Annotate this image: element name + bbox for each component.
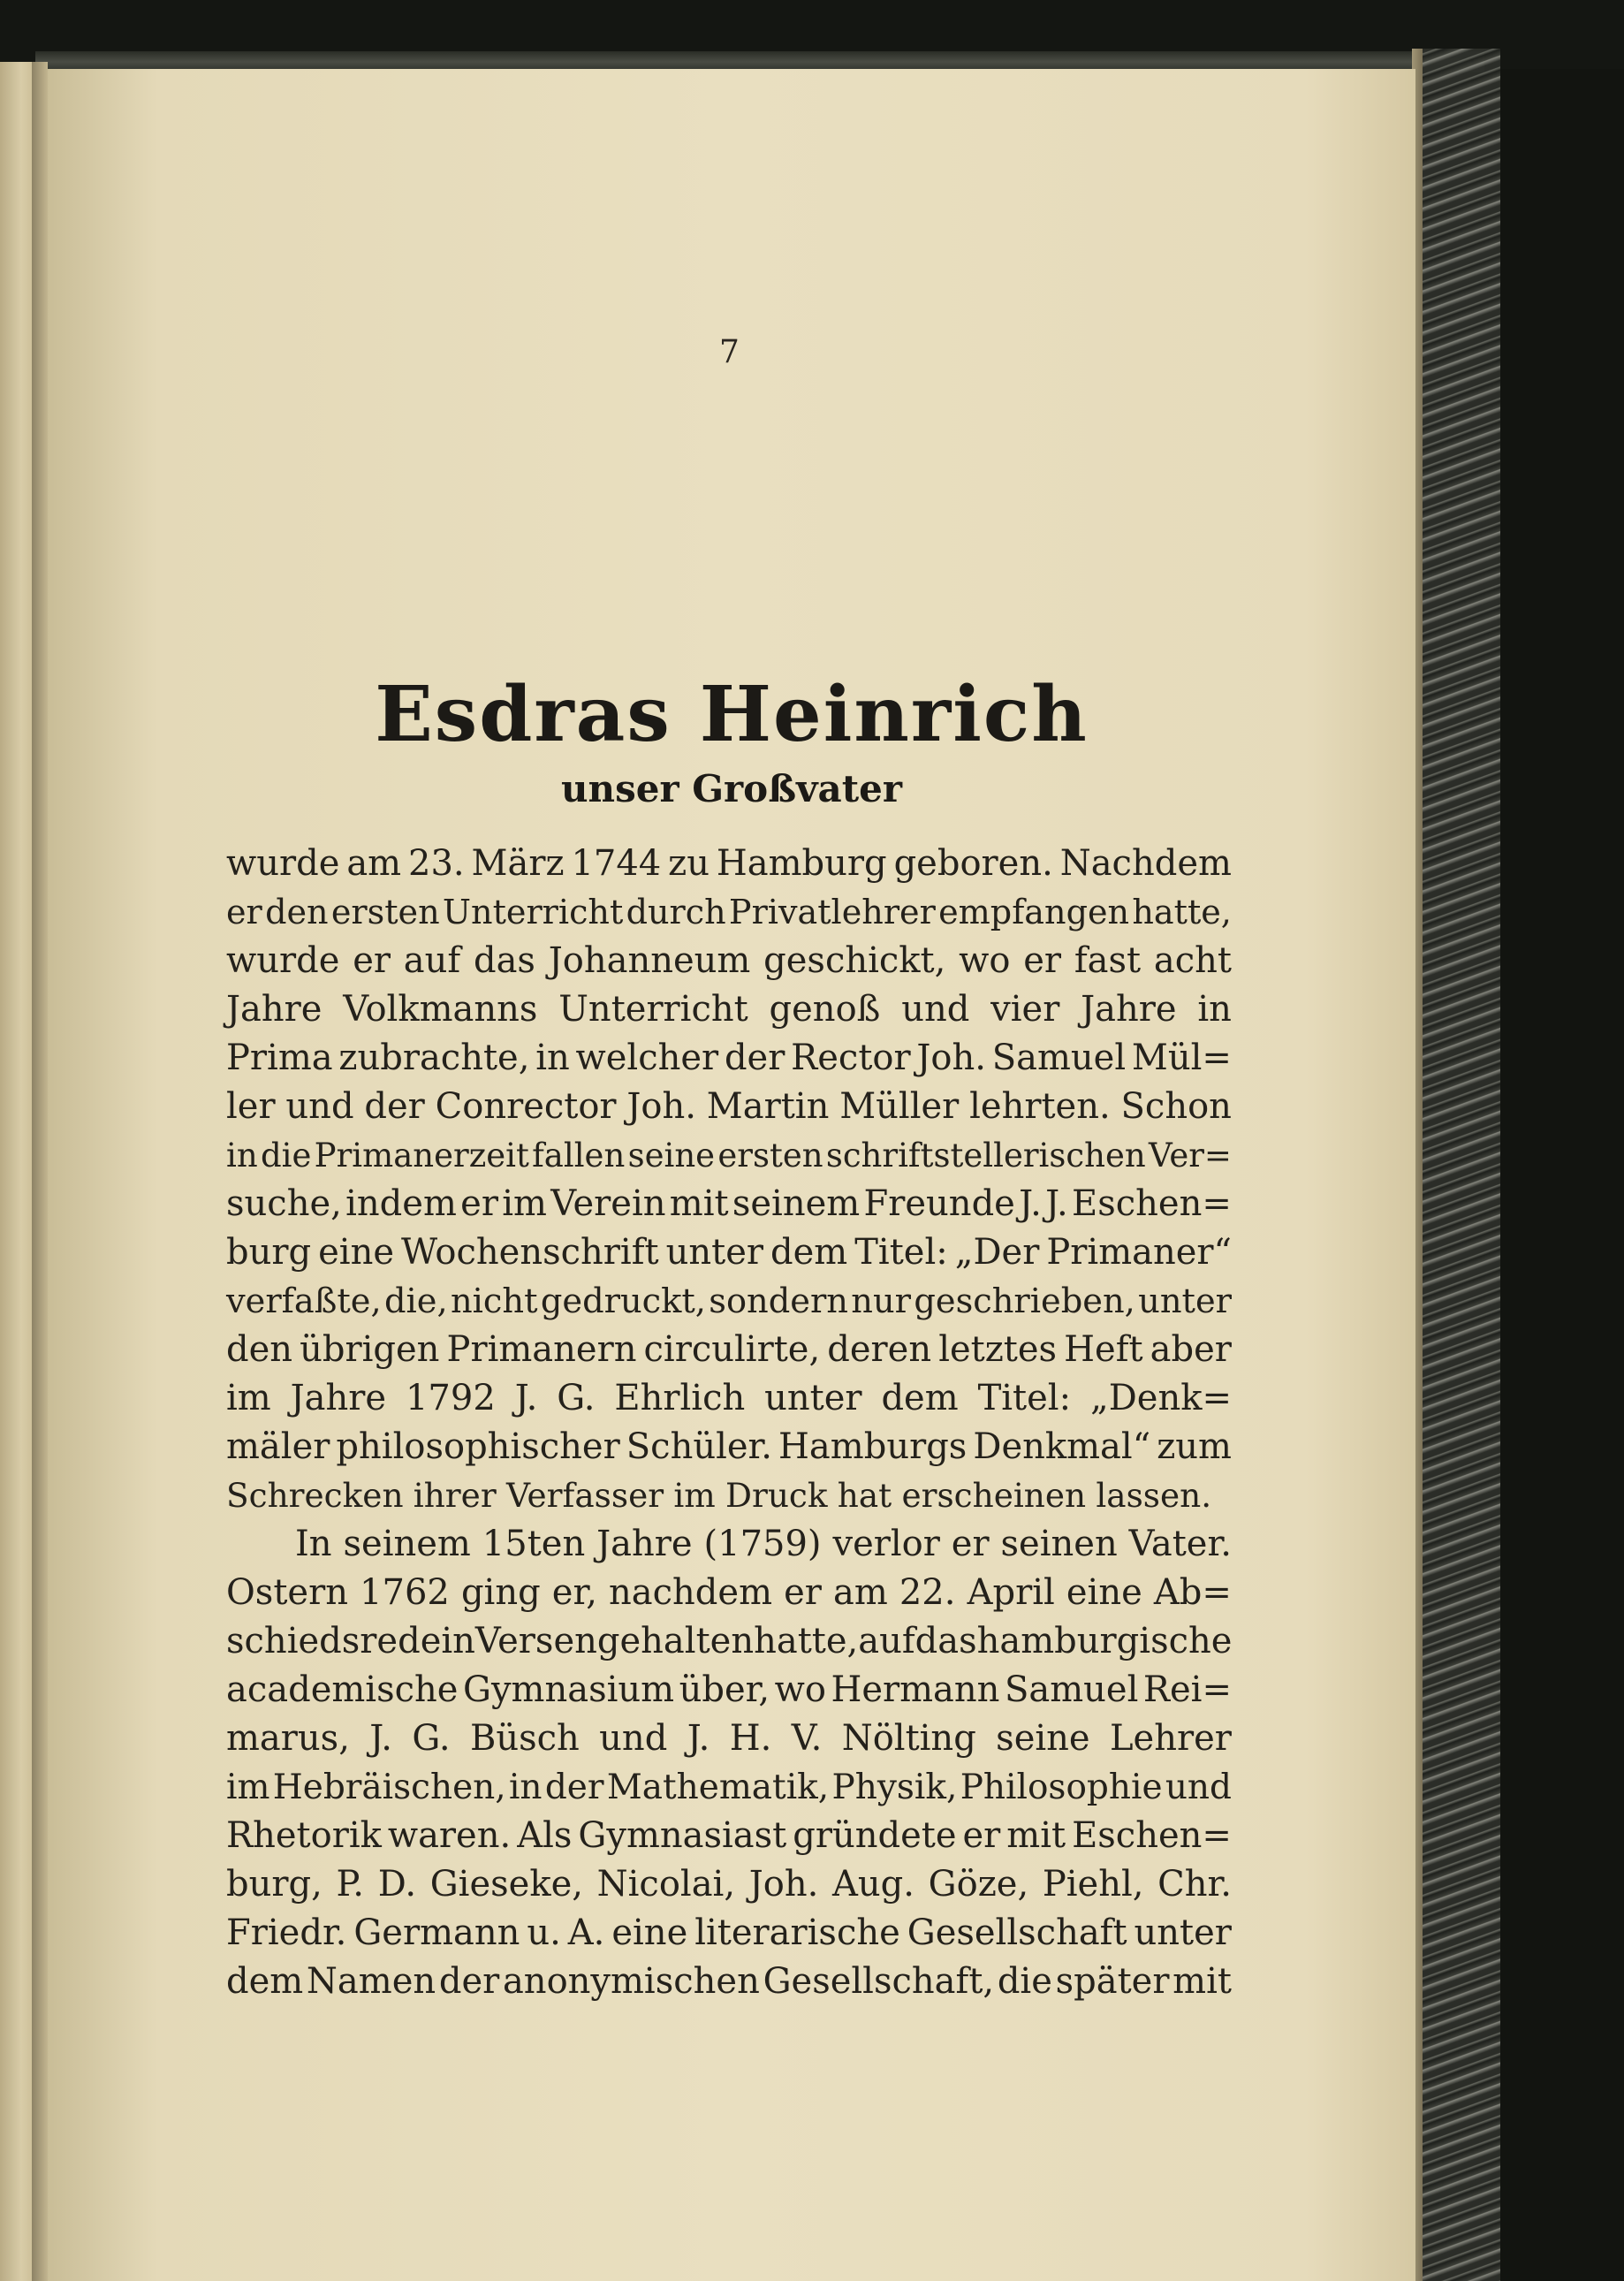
word: Büsch (469, 1718, 580, 1759)
text-line (226, 1617, 1232, 1666)
word: G. (412, 1718, 451, 1759)
word: u. (527, 1912, 561, 1953)
word: die (260, 1137, 312, 1175)
word: Gesellschaft (907, 1912, 1127, 1953)
word: D. (377, 1864, 417, 1905)
word: das (914, 1621, 977, 1661)
word: H. (729, 1718, 772, 1759)
word: eine (318, 1232, 395, 1273)
word: im (673, 1476, 716, 1515)
word: fallen (532, 1137, 626, 1175)
word: Lehrer (1109, 1718, 1232, 1759)
word: ihrer (413, 1476, 497, 1515)
word: Piehl, (1042, 1864, 1144, 1905)
word: Druck (725, 1476, 828, 1515)
word: Primaner“ (1046, 1232, 1232, 1273)
word: auf (858, 1621, 915, 1661)
word: Freunde (863, 1183, 1015, 1224)
word: suche, (226, 1183, 342, 1224)
word: seinen (1000, 1524, 1118, 1564)
word: Unterricht (558, 989, 748, 1030)
word: nur (851, 1281, 912, 1321)
word: in (1197, 989, 1232, 1030)
word: Nachdem (1059, 843, 1232, 884)
word: Göze, (928, 1864, 1029, 1905)
word: J. (369, 1718, 392, 1759)
book-page (48, 69, 1415, 2281)
text-line (226, 1763, 1232, 1812)
word: auf (403, 940, 461, 981)
word: mit (669, 1183, 729, 1224)
word: Jahre (290, 1378, 387, 1418)
word: den (265, 893, 329, 931)
word: Mül= (1131, 1038, 1232, 1078)
word: genoß (769, 989, 881, 1030)
word: Ab= (1153, 1572, 1232, 1613)
text-line (226, 1228, 1232, 1277)
word: wurde (226, 843, 340, 884)
word: anonymischen (502, 1961, 760, 2002)
word: Schrecken (226, 1476, 404, 1515)
word: Wochenschrift (401, 1232, 659, 1273)
word: Unterricht (442, 893, 624, 931)
word: ersten (717, 1137, 823, 1175)
text-line (226, 840, 1232, 888)
word: Aug. (832, 1864, 914, 1905)
word: Hebräischen, (272, 1768, 506, 1807)
text-line (226, 888, 1232, 937)
word: Vater. (1128, 1524, 1232, 1564)
word: Rhetorik (226, 1815, 382, 1856)
word: später (1055, 1961, 1170, 2002)
word: ersten (330, 893, 440, 931)
word: seinem (732, 1183, 861, 1224)
word: er (353, 940, 391, 981)
word: Chr. (1157, 1864, 1232, 1905)
word: Joh. (626, 1086, 696, 1127)
word: schriftstellerischen (825, 1137, 1146, 1175)
word: unter (1138, 1281, 1232, 1321)
word: zum (1157, 1426, 1232, 1467)
word: 1792 (405, 1378, 496, 1418)
word: Gymnasium (462, 1669, 675, 1710)
word: Jahre (226, 989, 323, 1030)
word: er (460, 1183, 498, 1224)
word: Rector (791, 1038, 911, 1078)
word: Nölting (841, 1718, 976, 1759)
word: Philosophie (960, 1768, 1163, 1807)
word: sondern (709, 1281, 848, 1321)
word: und (285, 1086, 354, 1127)
word: die (997, 1961, 1052, 2002)
word: Joh. (748, 1864, 819, 1905)
word: A. (567, 1912, 605, 1953)
word: geschickt, (763, 940, 946, 981)
text-line (226, 1666, 1232, 1715)
word: aber (1150, 1329, 1232, 1370)
text-line (226, 937, 1232, 985)
word: 23. (408, 843, 465, 884)
word: circulirte, (643, 1329, 821, 1370)
word: Germann (353, 1912, 520, 1953)
word: Martin (706, 1086, 830, 1127)
word: im (226, 1768, 270, 1807)
word: „Der (954, 1232, 1040, 1273)
word: fast (1074, 940, 1142, 981)
word: Primanern (446, 1329, 637, 1370)
word: „Denk= (1089, 1378, 1232, 1418)
word: Jahre (596, 1524, 693, 1564)
word: deren (827, 1329, 932, 1370)
text-line (226, 1860, 1232, 1909)
word: in (226, 1137, 258, 1175)
word: Schon (1120, 1086, 1232, 1127)
text-line (226, 1715, 1232, 1763)
word: er (962, 1815, 1001, 1856)
word: Hermann (831, 1669, 1000, 1710)
left-facing-page (0, 62, 35, 2281)
word: in (508, 1768, 543, 1807)
word: erscheinen (901, 1476, 1087, 1515)
word: Prima (226, 1038, 333, 1078)
word: J. (687, 1718, 710, 1759)
word: durch (626, 893, 726, 931)
word: literarische (694, 1912, 900, 1953)
word: er (1023, 940, 1062, 981)
word: G. (557, 1378, 596, 1418)
marbled-cover-board (1419, 49, 1500, 2281)
word: Primanerzeit (314, 1137, 529, 1175)
text-line (226, 1374, 1232, 1423)
word: am (832, 1572, 888, 1613)
word: Verfasser (505, 1476, 664, 1515)
word: nachdem (609, 1572, 772, 1613)
word: Gieseke, (429, 1864, 583, 1905)
word: und (1165, 1768, 1232, 1807)
word: 15ten (482, 1524, 586, 1564)
text-line (226, 1471, 1232, 1520)
word: Ostern (226, 1572, 348, 1613)
word: in (535, 1038, 570, 1078)
text-line (226, 1812, 1232, 1860)
word: Rei= (1142, 1669, 1232, 1710)
word: hamburgische (976, 1621, 1233, 1661)
word: im (226, 1378, 271, 1418)
word: hatte, (754, 1621, 859, 1661)
word: Schüler. (626, 1426, 772, 1467)
word: waren. (387, 1815, 512, 1856)
word: der (364, 1086, 425, 1127)
text-line (226, 1520, 1232, 1569)
text-line (226, 1326, 1232, 1374)
word: hat (837, 1476, 892, 1515)
word: academische (226, 1669, 459, 1710)
word: er, (551, 1572, 597, 1613)
word: er (226, 893, 262, 931)
word: das (473, 940, 535, 981)
text-line (226, 1131, 1232, 1180)
word: burg, (226, 1864, 323, 1905)
text-line (226, 985, 1232, 1034)
word: dem (226, 1961, 304, 2002)
word: wo (959, 940, 1011, 981)
text-line (226, 1034, 1232, 1083)
word: Mathematik, (606, 1768, 830, 1807)
word: wo (774, 1669, 826, 1710)
word: zubrachte, (338, 1038, 530, 1078)
word: Friedr. (226, 1912, 347, 1953)
word: hatte, (1132, 893, 1232, 931)
word: über, (679, 1669, 770, 1710)
word: Jahre (1081, 989, 1177, 1030)
word: J. (1045, 1183, 1068, 1224)
word: seine (996, 1718, 1090, 1759)
word: Namen (306, 1961, 436, 2002)
word: Joh. (916, 1038, 986, 1078)
word: und (599, 1718, 668, 1759)
word: 1744 (571, 843, 662, 884)
word: am (346, 843, 402, 884)
word: Samuel (1004, 1669, 1139, 1710)
word: indem (345, 1183, 457, 1224)
word: der (724, 1038, 785, 1078)
word: eine (611, 1912, 688, 1953)
word: schiedsrede (226, 1621, 442, 1661)
word: gedruckt, (540, 1281, 706, 1321)
word: gehalten (596, 1621, 755, 1661)
word: dem (881, 1378, 959, 1418)
body-text (226, 840, 1232, 2006)
word: der (544, 1768, 604, 1807)
chapter-title: Esdras Heinrich (375, 670, 1089, 759)
word: unter (665, 1232, 763, 1273)
word: Samuel (991, 1038, 1127, 1078)
word: Hamburgs (778, 1426, 968, 1467)
word: 1762 (360, 1572, 450, 1613)
word: marus, (226, 1718, 350, 1759)
word: verfaßte, (226, 1281, 382, 1321)
word: acht (1153, 940, 1232, 981)
word: philosophischer (336, 1426, 620, 1467)
word: unter (764, 1378, 862, 1418)
word: eine (1066, 1572, 1142, 1613)
word: lassen. (1096, 1476, 1212, 1515)
text-line (226, 1083, 1232, 1131)
word: mit (1006, 1815, 1066, 1856)
word: die, (383, 1281, 448, 1321)
word: Als (517, 1815, 573, 1856)
word: in (441, 1621, 475, 1661)
word: Verein (550, 1183, 666, 1224)
word: Titel: (854, 1232, 948, 1273)
word: vier (990, 989, 1060, 1030)
word: er (784, 1572, 822, 1613)
word: dem (770, 1232, 848, 1273)
chapter-subtitle: unser Großvater (561, 767, 902, 810)
word: J. (514, 1378, 538, 1418)
word: P. (336, 1864, 365, 1905)
word: Denkmal“ (973, 1426, 1151, 1467)
word: Müller (839, 1086, 960, 1127)
word: der (438, 1961, 500, 2002)
word: übrigen (300, 1329, 440, 1370)
word: er (951, 1524, 990, 1564)
word: gründete (793, 1815, 957, 1856)
word: Physik, (831, 1768, 958, 1807)
word: den (226, 1329, 293, 1370)
text-line (226, 1909, 1232, 1958)
text-line (226, 1423, 1232, 1471)
word: In (295, 1524, 332, 1564)
word: 22. (899, 1572, 956, 1613)
word: (1759) (703, 1524, 822, 1564)
word: Hamburg (716, 843, 887, 884)
text-line (226, 1569, 1232, 1617)
word: J. (1019, 1183, 1042, 1224)
word: letztes (938, 1329, 1058, 1370)
word: ging (460, 1572, 541, 1613)
word: mit (1172, 1961, 1232, 2002)
word: lehrten. (969, 1086, 1111, 1127)
word: Privatlehrer (728, 893, 936, 931)
word: seinem (343, 1524, 471, 1564)
text-line (226, 1180, 1232, 1228)
word: geschrieben, (914, 1281, 1135, 1321)
word: April (967, 1572, 1055, 1613)
word: Gymnasiast (578, 1815, 787, 1856)
word: Titel: (977, 1378, 1072, 1418)
word: Eschen= (1072, 1815, 1232, 1856)
word: Heft (1064, 1329, 1143, 1370)
word: Johanneum (548, 940, 751, 981)
word: seine (627, 1137, 716, 1175)
word: im (502, 1183, 547, 1224)
word: unter (1134, 1912, 1232, 1953)
word: Versen (474, 1621, 597, 1661)
word: V. (791, 1718, 823, 1759)
text-line (226, 1958, 1232, 2006)
word: Eschen= (1072, 1183, 1232, 1224)
word: mäler (226, 1426, 330, 1467)
word: Volkmanns (343, 989, 538, 1030)
word: Ehrlich (614, 1378, 746, 1418)
word: empfangen (938, 893, 1130, 931)
text-line (226, 1277, 1232, 1326)
word: burg (226, 1232, 312, 1273)
word: Gesellschaft, (763, 1961, 995, 2002)
word: Ver= (1148, 1137, 1232, 1175)
word: Nicolai, (596, 1864, 736, 1905)
word: wurde (226, 940, 340, 981)
word: welcher (575, 1038, 719, 1078)
word: nicht (450, 1281, 538, 1321)
word: zu (668, 843, 710, 884)
page-number: 7 (719, 334, 740, 370)
word: geboren. (893, 843, 1053, 884)
gutter-shadow (32, 62, 48, 2281)
word: Conrector (435, 1086, 617, 1127)
word: März (471, 843, 565, 884)
word: verlor (832, 1524, 940, 1564)
word: ler (226, 1086, 276, 1127)
word: und (901, 989, 970, 1030)
